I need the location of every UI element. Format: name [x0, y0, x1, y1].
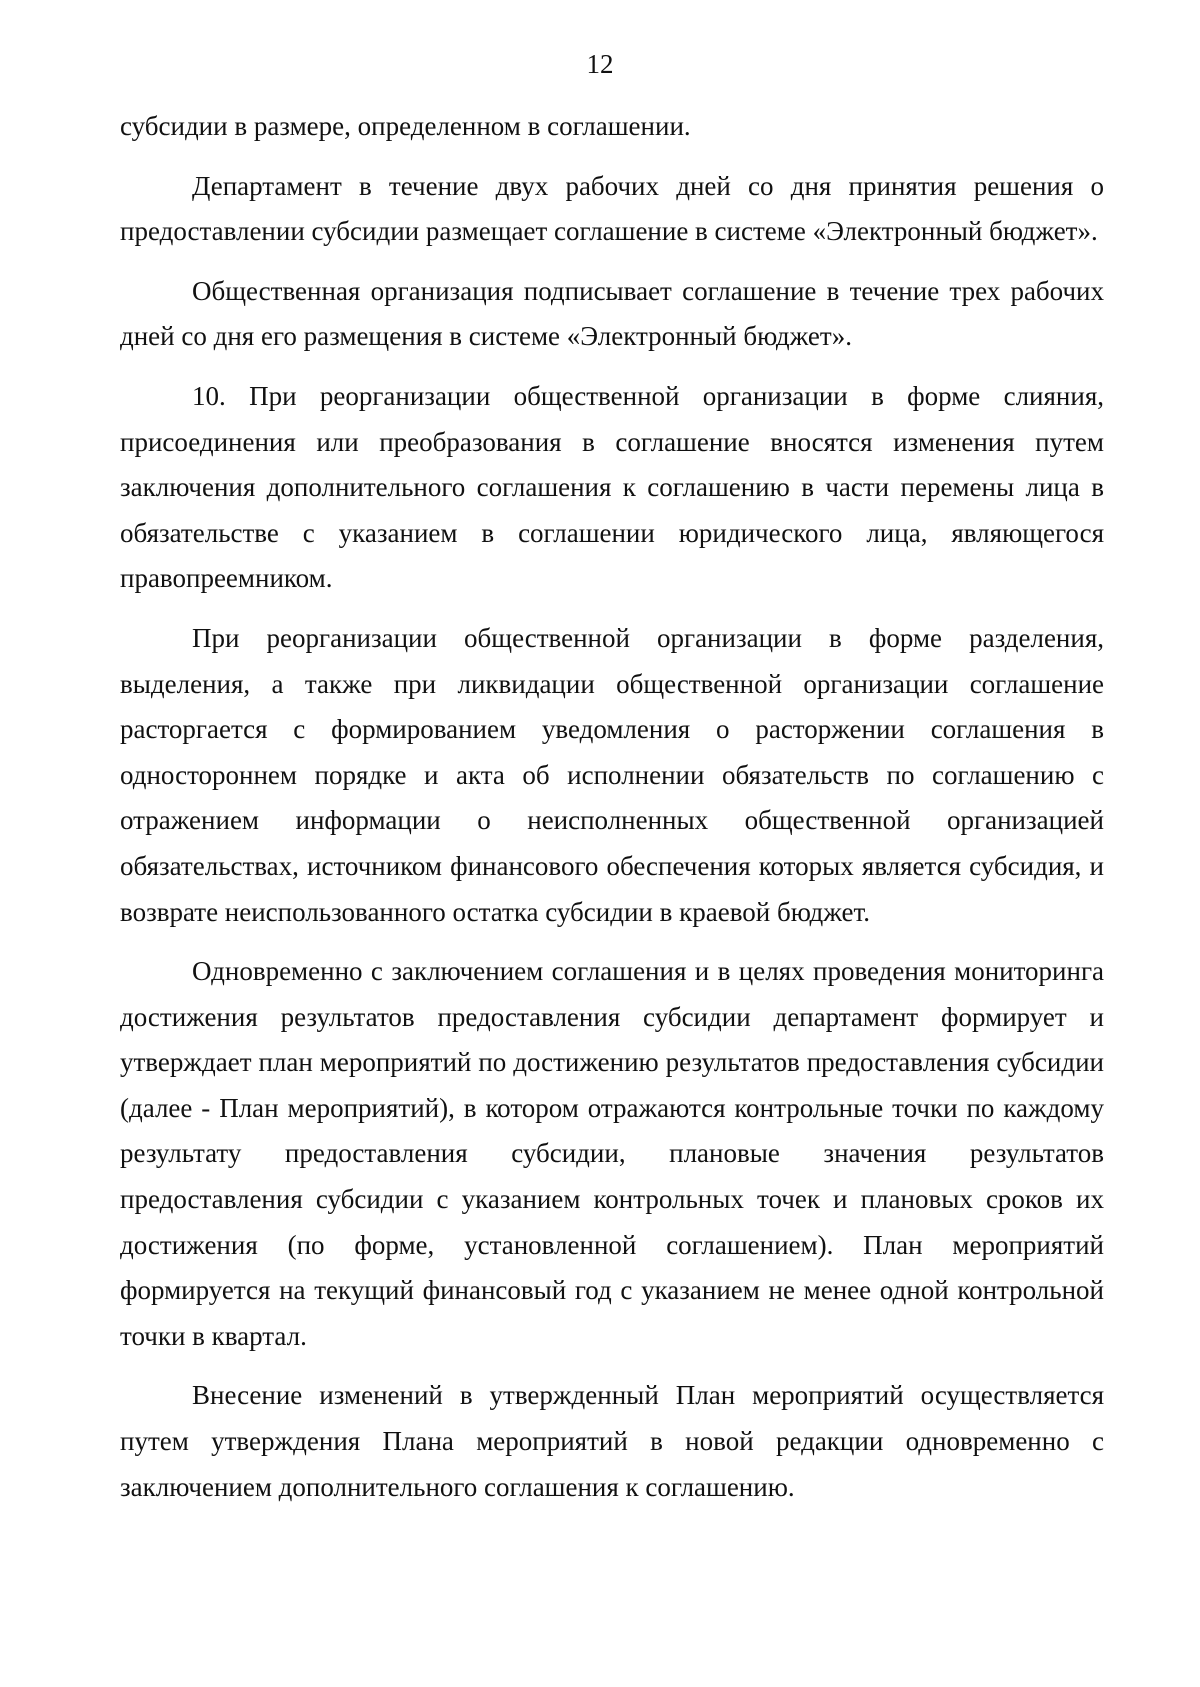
document-body — [120, 104, 1104, 1510]
paragraph-item-10-reorganization: 10. При реорганизации общественной организации в форме слияния, присоединения или преобразования в соглашение вносятся изменения путем заключения дополнительного соглашения к соглашению в части перемены лица в обязательстве с указанием в соглашении юридического лица, являющегося правопреемником. — [120, 380, 1104, 594]
page-number: 12 — [586, 49, 614, 79]
paragraph-agreement-posting: Департамент в течение двух рабочих дней со дня принятия решения о предоставлении субсидии размещает соглашение в системе «Электронный бюджет». — [120, 170, 1104, 247]
paragraph-action-plan: Одновременно с заключением соглашения и в целях проведения мониторинга достижения результатов предоставления субсидии департамент формирует и утверждает план мероприятий по достижению результатов предоставления субсидии (далее - План мероприятий), в котором отражаются контрольные точки по каждому результату предоставления субсидии, плановые значения результатов предоставления субсидии с указанием контрольных точек и плановых сроков их достижения (по форме, установленной соглашением). План мероприятий формируется на текущий финансовый год с указанием не менее одной контрольной точки в квартал. — [120, 956, 1104, 1351]
paragraph-plan-amendments: Внесение изменений в утвержденный План мероприятий осуществляется путем утверждения Плана мероприятий в новой редакции одновременно с заключением дополнительного соглашения к соглашению. — [120, 1380, 1104, 1502]
paragraph-continuation: субсидии в размере, определенном в соглашении. — [120, 111, 691, 141]
paragraph-termination: При реорганизации общественной организации в форме разделения, выделения, а также при ликвидации общественной организации соглашение расторгается с формированием уведомления о расторжении соглашения в одностороннем порядке и акта об исполнении обязательств по соглашению с отражением информации о неисполненных общественной организацией обязательствах, источником финансового обеспечения которых является субсидия, и возврате неиспользованного остатка субсидии в краевой бюджет. — [120, 622, 1104, 927]
paragraph-agreement-signing: Общественная организация подписывает соглашение в течение трех рабочих дней со дня его размещения в системе «Электронный бюджет». — [120, 275, 1104, 352]
